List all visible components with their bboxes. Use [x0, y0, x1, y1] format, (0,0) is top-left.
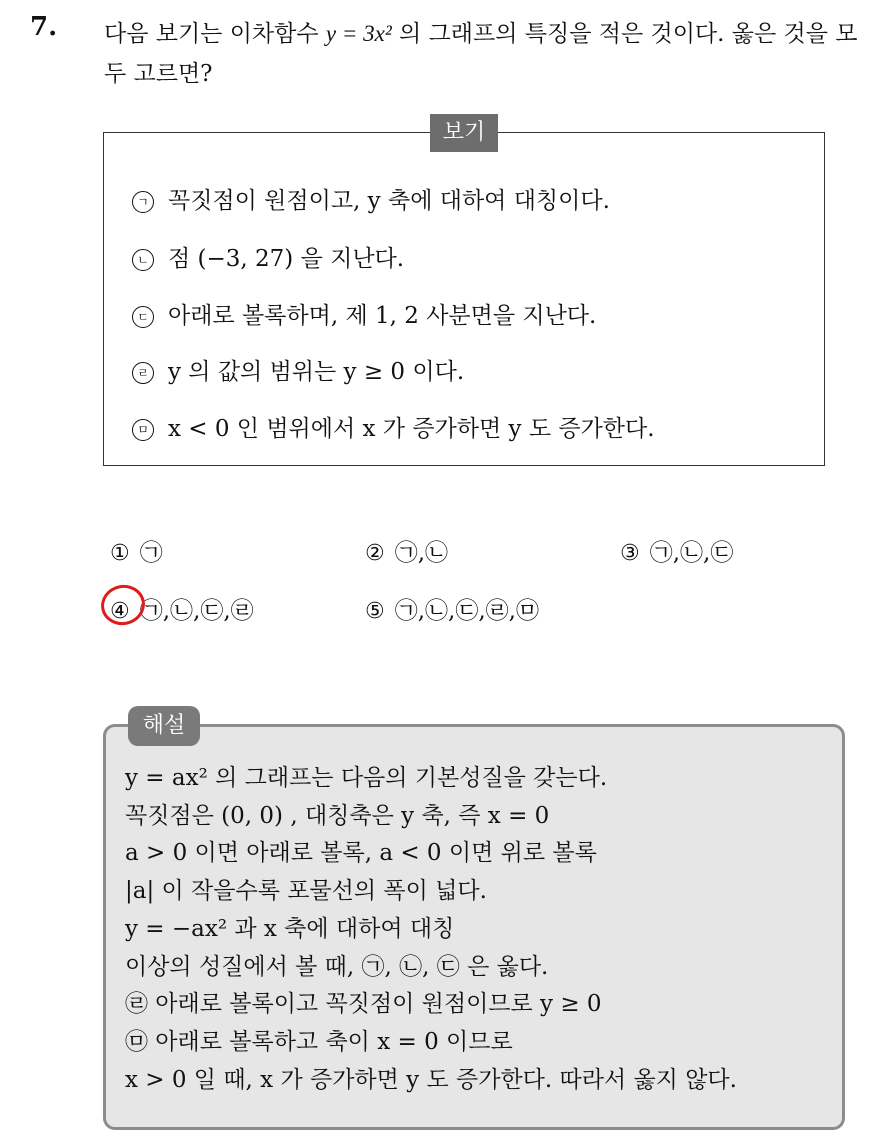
choice-text: ㉠,㉡	[394, 540, 449, 566]
explanation-line: y = −ax² 과 x 축에 대하여 대칭	[125, 915, 455, 942]
marker-circle-icon: ㄷ	[132, 306, 154, 328]
choice-2[interactable]	[365, 534, 448, 567]
choice-number: ③	[620, 541, 640, 566]
choice-text: ㉠,㉡,㉢,㉣	[139, 598, 254, 624]
bogi-item-text: 점 (−3, 27) 을 지난다.	[168, 246, 405, 272]
bogi-item	[132, 182, 610, 215]
explanation-line: x > 0 일 때, x 가 증가하면 y 도 증가한다. 따라서 옳지 않다.	[125, 1066, 737, 1093]
choice-number: ④	[110, 599, 130, 624]
explanation-text	[125, 760, 737, 1099]
marker-circle-icon: ㄹ	[132, 362, 154, 384]
choice-text: ㉠	[139, 540, 163, 566]
question-equation: y = 3x²	[325, 21, 392, 46]
question-number: 7.	[30, 12, 58, 42]
choice-text: ㉠,㉡,㉢	[649, 540, 734, 566]
marker-circle-icon: ㄱ	[132, 191, 154, 213]
explanation-line: 꼭짓점은 (0, 0) , 대칭축은 y 축, 즉 x = 0	[125, 802, 550, 829]
choice-3[interactable]	[620, 534, 733, 567]
explanation-line: ㉣ 아래로 볼록이고 꼭짓점이 원점이므로 y ≥ 0	[125, 991, 602, 1018]
bogi-title: 보기	[430, 114, 498, 152]
choice-5[interactable]	[365, 592, 539, 625]
explanation-line: y = ax² 의 그래프는 다음의 기본성질을 갖는다.	[125, 765, 608, 791]
question-text	[104, 14, 864, 94]
explanation-title: 해설	[128, 706, 200, 746]
bogi-item-text: y 의 값의 범위는 y ≥ 0 이다.	[168, 359, 465, 385]
choice-text: ㉠,㉡,㉢,㉣,㉤	[394, 598, 539, 624]
explanation-line: ㉤ 아래로 볼록하고 축이 x = 0 이므로	[125, 1028, 513, 1055]
question-text-post: 의 그래프의 특징을 적은 것이다. 옳은 것을 모두 고르면?	[104, 21, 858, 87]
explanation-line: a > 0 이면 아래로 볼록, a < 0 이면 위로 볼록	[125, 840, 597, 867]
bogi-item	[132, 353, 464, 386]
bogi-item-text: 아래로 볼록하며, 제 1, 2 사분면을 지난다.	[168, 303, 597, 329]
bogi-item-text: x < 0 인 범위에서 x 가 증가하면 y 도 증가한다.	[168, 416, 655, 442]
marker-circle-icon: ㅁ	[132, 419, 154, 441]
choice-number: ①	[110, 541, 130, 566]
choice-number: ②	[365, 541, 385, 566]
choice-number: ⑤	[365, 599, 385, 624]
bogi-item	[132, 297, 596, 330]
explanation-line: |a| 이 작을수록 포물선의 폭이 넓다.	[125, 878, 487, 905]
bogi-item-text: 꼭짓점이 원점이고, y 축에 대하여 대칭이다.	[168, 188, 610, 214]
bogi-item	[132, 240, 404, 273]
marker-circle-icon: ㄴ	[132, 249, 154, 271]
choice-1[interactable]	[110, 534, 163, 567]
explanation-line: 이상의 성질에서 볼 때, ㉠, ㉡, ㉢ 은 옳다.	[125, 953, 549, 980]
bogi-item	[132, 410, 655, 443]
question-text-pre: 다음 보기는 이차함수	[104, 21, 326, 47]
